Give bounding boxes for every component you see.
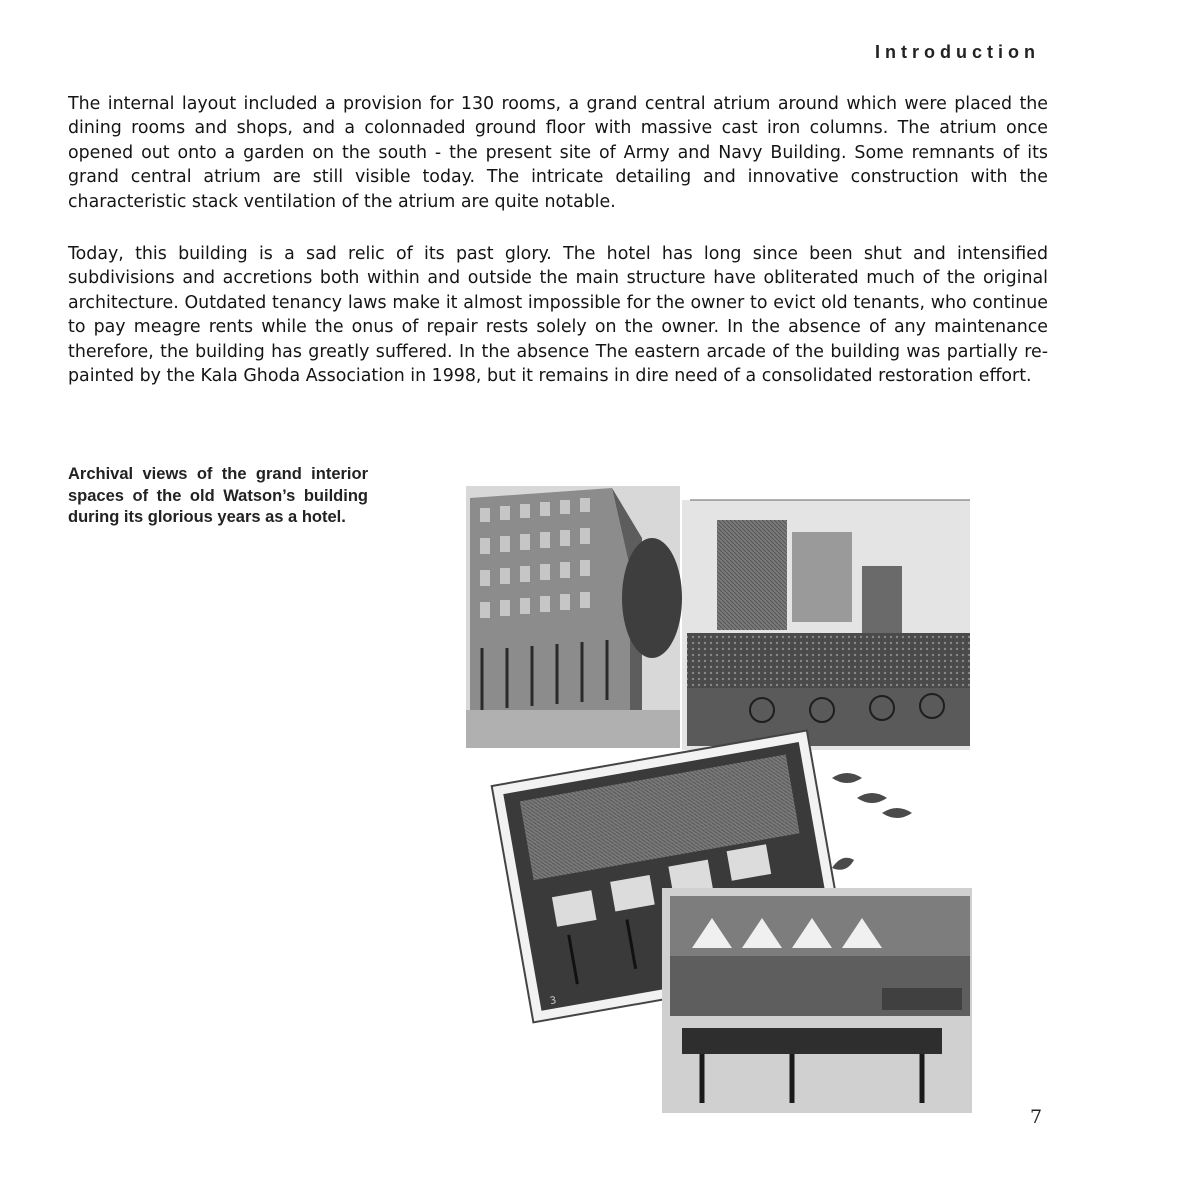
- photo-billiard-room: [662, 888, 972, 1113]
- archival-photo-collage: [462, 448, 974, 1118]
- body-paragraph-2: Today, this building is a sad relic of its past glory. The hotel has long since been shut and intensified subdivisions and accretions both within and outside the main structure have obliterated much of the original architecture. Outdated tenancy laws make it almost impossible for the owner to evict old tenants, who continue to pay meagre rents while the onus of repair rests solely on the owner. In the absence of any maintenance therefore, the building has greatly suffered. In the absence The eastern arcade of the building was partially re-painted by the Kala Ghoda Association in 1998, but it remains in dire need of a consolidated restoration effort.: [68, 244, 1048, 387]
- section-header: Introduction: [875, 42, 1040, 62]
- page-number: 7: [1030, 1106, 1043, 1128]
- photo-number-label: 3: [549, 995, 558, 1008]
- photo-dining-hall-top: [682, 500, 970, 750]
- photo-building-exterior: [466, 486, 682, 748]
- body-paragraph-1: The internal layout included a provision for 130 rooms, a grand central atrium around which were placed the dining rooms and shops, and a colonnaded ground floor with massive cast iron columns. The atrium once opened out onto a garden on the south - the present site of Army and Navy Building. Some remnants of its grand central atrium are still visible today. The intricate detailing and innovative construction with the characteristic stack ventilation of the atrium are quite notable.: [68, 94, 1048, 212]
- figure-caption: Archival views of the grand interior spaces of the old Watson’s building during its glorious years as a hotel.: [68, 465, 368, 526]
